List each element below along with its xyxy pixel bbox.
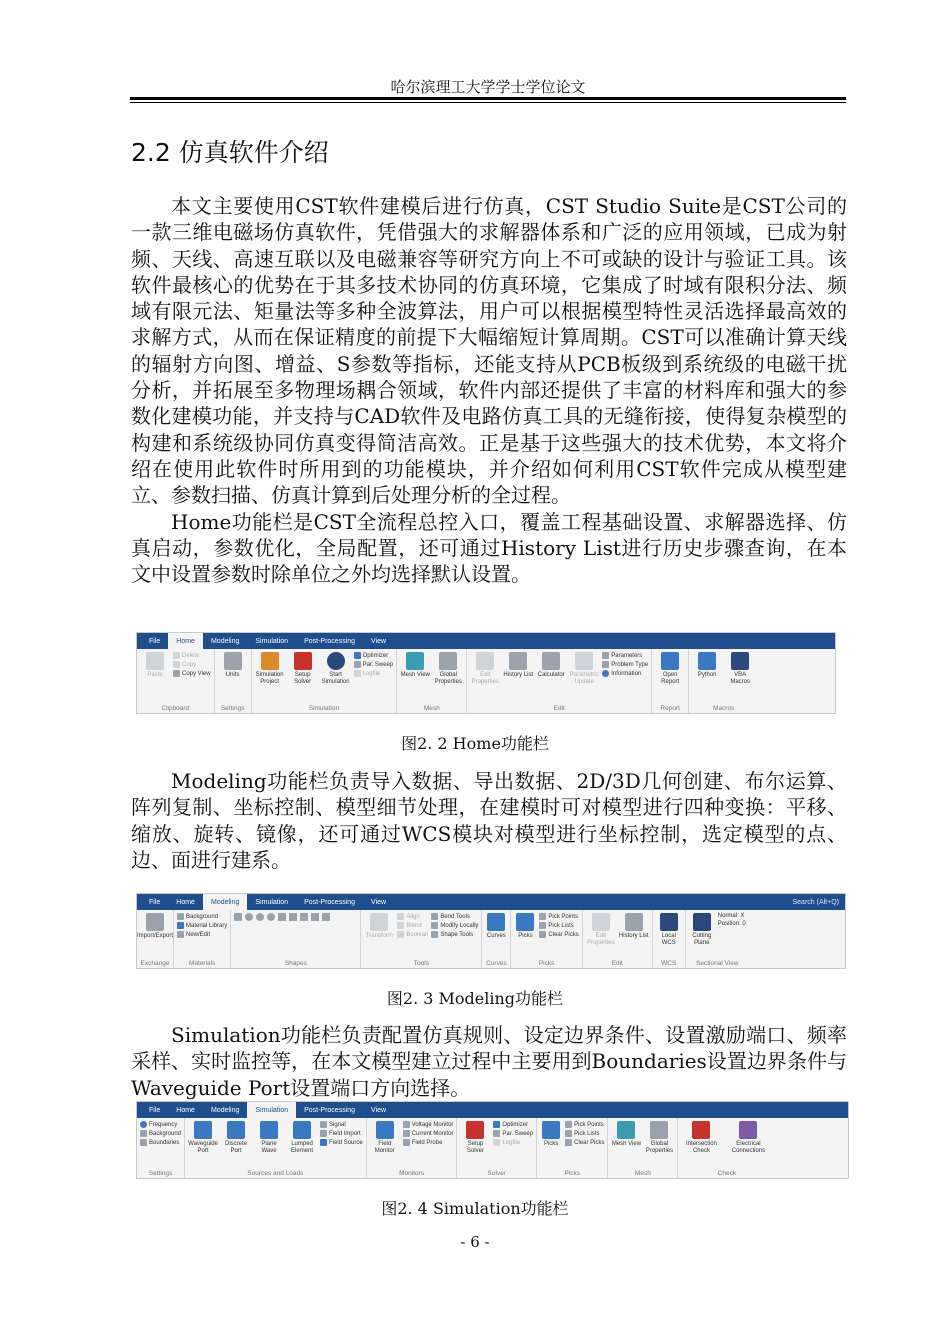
python-button[interactable]: Python: [692, 652, 722, 679]
wcs-icon: [660, 913, 678, 931]
optimizer-button[interactable]: Optimizer: [354, 652, 394, 659]
cone-icon[interactable]: [256, 913, 264, 921]
material-library-button[interactable]: Material Library: [177, 922, 227, 929]
align-icon: [397, 913, 404, 920]
global-properties-button[interactable]: Global Properties: [433, 652, 463, 686]
problem-type-button[interactable]: Problem Type: [602, 661, 648, 668]
gear-icon: [650, 1121, 668, 1139]
background-button[interactable]: Background: [177, 913, 227, 920]
position-field[interactable]: Position: 0: [717, 921, 746, 927]
pick-lists-button[interactable]: Pick Lists: [565, 1130, 604, 1137]
group-wcs: Local WCS WCS: [653, 910, 686, 968]
tab-simulation[interactable]: Simulation: [247, 1102, 296, 1118]
vba-macros-button[interactable]: VBA Macros: [725, 652, 755, 686]
page-number: - 6 -: [460, 1233, 490, 1251]
group-sectional-view: Cutting Plane Normal: X Position: 0 Sectional View: [686, 910, 749, 968]
global-properties-button[interactable]: Global Properties: [644, 1121, 674, 1155]
running-header: 哈尔滨理工大学学士学位论文: [390, 78, 586, 96]
group-simulation: Simulation Project Setup Solver Start Simulation Optimizer Par. Sweep Logfile Simulation: [252, 649, 398, 713]
tab-home[interactable]: Home: [176, 898, 195, 906]
current-monitor-button[interactable]: Current Monitor: [403, 1130, 454, 1137]
tab-modeling[interactable]: Modeling: [210, 637, 240, 645]
history-list-button[interactable]: History List: [619, 913, 649, 940]
picks-button[interactable]: Picks: [540, 1121, 562, 1148]
discrete-port-icon: [227, 1121, 245, 1139]
group-macros: Python VBA Macros Macros: [689, 649, 758, 713]
group-mesh: Mesh View Global Properties Mesh: [397, 649, 467, 713]
start-simulation-button[interactable]: Start Simulation: [321, 652, 351, 686]
group-check: Intersection Check Electrical Connections Check: [678, 1118, 775, 1178]
copy-view-icon: [173, 670, 180, 677]
intersection-icon: [692, 1121, 710, 1139]
probe-icon: [403, 1139, 410, 1146]
shape-tools-button[interactable]: Shape Tools: [431, 931, 478, 938]
clear-icon: [539, 931, 546, 938]
home-ribbon-figure: [136, 632, 836, 714]
calculator-icon: [542, 652, 560, 670]
tab-view[interactable]: View: [371, 898, 387, 906]
history-icon: [509, 652, 527, 670]
tab-home[interactable]: Home: [168, 633, 203, 649]
group-shapes: Shapes: [231, 910, 361, 968]
picks-icon: [516, 913, 534, 931]
search-box[interactable]: Search (Alt+Q): [792, 898, 839, 906]
clear-picks-button[interactable]: Clear Picks: [565, 1139, 604, 1146]
voltage-monitor-button[interactable]: Voltage Monitor: [403, 1121, 454, 1128]
new-edit-icon: [177, 931, 184, 938]
tab-post-processing[interactable]: Post-Processing: [304, 1106, 356, 1114]
torus-icon[interactable]: [267, 913, 275, 921]
curves-icon: [487, 913, 505, 931]
blend-button[interactable]: Blend: [397, 922, 428, 929]
picks-icon: [542, 1121, 560, 1139]
optimizer-icon: [493, 1121, 500, 1128]
edit-icon: [476, 652, 494, 670]
ribbon-tabbar: [137, 633, 835, 649]
play-icon: [327, 652, 345, 670]
project-icon: [261, 652, 279, 670]
simulation-ribbon-figure: [136, 1101, 849, 1179]
report-icon: [661, 652, 679, 670]
library-icon: [177, 922, 184, 929]
tab-modeling[interactable]: Modeling: [210, 1106, 240, 1114]
background-icon: [177, 913, 184, 920]
logfile-button[interactable]: Logfile: [354, 670, 394, 677]
paragraph-modeling: Modeling功能栏负责导入数据、导出数据、2D/3D几何创建、布尔运算、阵列复制、坐标控制、模型细节处理，在建模时可对模型进行四种变换：平移、缩放、旋转、镜像，还可通过WCS模块对模型进行坐标控制，选定模型的点、边、面进行建系。: [131, 769, 847, 872]
cylinder-icon[interactable]: [278, 913, 286, 921]
current-icon: [403, 1130, 410, 1137]
copy-view-button[interactable]: Copy View: [173, 670, 211, 677]
local-wcs-button[interactable]: Local WCS: [656, 913, 682, 947]
header-rule-thick: [130, 97, 846, 100]
solver-icon: [294, 652, 312, 670]
electrical-icon: [739, 1121, 757, 1139]
group-solver: Setup Solver Optimizer Par. Sweep Logfile Solver: [457, 1118, 537, 1178]
logfile-icon: [493, 1139, 500, 1146]
bend-icon: [431, 913, 438, 920]
simulation-project-button[interactable]: Simulation Project: [255, 652, 285, 686]
field-import-icon: [320, 1130, 327, 1137]
mesh-view-button[interactable]: Mesh View: [400, 652, 430, 679]
paragraph-cst-intro: 本文主要使用CST软件建模后进行仿真，CST Studio Suite是CST公司的一款三维电磁场仿真软件，凭借强大的求解器体系和广泛的应用领域，已成为射频、天线、高速互联以及电磁兼容等研究方向上不可或缺的设计与验证工具。该软件最核心的优势在于其多技术协同的仿真环境，它集成了时域有限积分法、频域有限元法、矩量法等多种全波算法，用户可以根据模型特性灵活选择最高效的求解方式，从而在保证精度的前提下大幅缩短计算周期。CST可以准确计算天线的辐射方向图、增益、S参数等指标，还能支持从PCB板级到系统级的电磁干扰分析，并拓展至多物理场耦合领域，软件内部还提供了丰富的材料库和强大的参数化建模功能，并支持与CAD软件及电路仿真工具的无缝衔接，使得复杂模型的构建和系统级协同仿真变得简洁高效。正是基于这些强大的技术优势，本文将介绍在使用此软件时所用到的功能模块，并介绍如何利用CST软件完成从模型建立、参数扫描、仿真计算到后处理分析的全过程。 Home功能栏是CST全流程总控入口，覆盖工程基础设置、求解器选择、仿真启动，参数优化，全局配置，还可通过History List进行历史步骤查询，在本文中设置参数时除单位之外均选择默认设置。: [131, 194, 847, 587]
brick-icon[interactable]: [234, 913, 242, 921]
paste-button[interactable]: Paste: [140, 652, 170, 679]
group-exchange: Import/Export Exchange: [137, 910, 174, 968]
frequency-icon: [140, 1121, 147, 1128]
parametric-update-button[interactable]: Parametric Update: [569, 652, 599, 686]
pick-points-button[interactable]: Pick Points: [565, 1121, 604, 1128]
history-icon: [625, 913, 643, 931]
gear-icon: [439, 652, 457, 670]
group-settings: Frequency Background Boundaries Settings: [137, 1118, 185, 1178]
extrude-icon[interactable]: [289, 913, 297, 921]
sweep-icon: [354, 661, 361, 668]
figure-caption-2-2: 图2. 2 Home功能栏: [401, 734, 549, 753]
par-sweep-button[interactable]: Par. Sweep: [354, 661, 394, 668]
group-clipboard: Paste Delete Copy Copy View Clipboard: [137, 649, 215, 713]
paste-icon: [146, 652, 164, 670]
waveguide-icon: [194, 1121, 212, 1139]
group-sources-and-loads: Waveguide Port Discrete Port Plane Wave Lumped Element Signal Field Import Field Source Sources and Loads: [185, 1118, 367, 1178]
sweep-icon: [493, 1130, 500, 1137]
edit-properties-button[interactable]: Edit Properties: [586, 913, 616, 947]
figure-caption-2-3: 图2. 3 Modeling功能栏: [386, 989, 564, 1008]
curves-button[interactable]: Curves: [485, 913, 507, 940]
mesh-view-button[interactable]: Mesh View: [611, 1121, 641, 1148]
solver-icon: [466, 1121, 484, 1139]
paragraph-simulation: Simulation功能栏负责配置仿真规则、设定边界条件、设置激励端口、频率采样、实时监控等，在本文模型建立过程中主要用到Boundaries设置边界条件与Waveguide Port设置端口方向选择。: [131, 1023, 847, 1100]
tab-simulation[interactable]: Simulation: [255, 637, 289, 645]
lumped-element-icon: [293, 1121, 311, 1139]
tab-simulation[interactable]: Simulation: [255, 898, 289, 906]
group-mesh: Mesh View Global Properties Mesh: [608, 1118, 678, 1178]
field-import-button[interactable]: Field Import: [320, 1130, 363, 1137]
tab-file[interactable]: File: [149, 637, 161, 645]
shape-tools-icon: [431, 931, 438, 938]
copy-icon: [173, 661, 180, 668]
field-probe-button[interactable]: Field Probe: [403, 1139, 454, 1146]
delete-icon: [173, 652, 180, 659]
signal-icon: [320, 1121, 327, 1128]
picks-button[interactable]: Picks: [514, 913, 536, 940]
tab-view[interactable]: View: [371, 1106, 387, 1114]
bend-tools-button[interactable]: Bend Tools: [431, 913, 478, 920]
tab-view[interactable]: View: [371, 637, 387, 645]
logfile-icon: [354, 670, 361, 677]
delete-button[interactable]: Delete: [173, 652, 211, 659]
figure-caption-2-4: 图2. 4 Simulation功能栏: [381, 1199, 569, 1218]
header-rule-thin: [130, 102, 846, 103]
plane-wave-button[interactable]: Plane Wave: [254, 1121, 284, 1155]
ribbon-tabbar: [137, 894, 845, 910]
background-button[interactable]: Background: [140, 1130, 181, 1137]
units-button[interactable]: Units: [218, 652, 248, 679]
units-icon: [224, 652, 242, 670]
boolean-button[interactable]: Boolean: [397, 931, 428, 938]
voltage-icon: [403, 1121, 410, 1128]
frequency-button[interactable]: Frequency: [140, 1121, 181, 1128]
tab-file[interactable]: File: [149, 898, 161, 906]
open-report-button[interactable]: Open Report: [655, 652, 685, 686]
field-source-button[interactable]: Field Source: [320, 1139, 363, 1146]
problem-type-icon: [602, 661, 609, 668]
parameters-icon: [602, 652, 609, 659]
modify-icon: [431, 922, 438, 929]
optimizer-button[interactable]: Optimizer: [493, 1121, 533, 1128]
group-picks: Picks Pick Points Pick Lists Clear Picks Picks: [511, 910, 582, 968]
logfile-button[interactable]: Logfile: [493, 1139, 533, 1146]
clear-picks-button[interactable]: Clear Picks: [539, 931, 578, 938]
align-button[interactable]: Align: [397, 913, 428, 920]
section-title: 2.2 仿真软件介绍: [131, 138, 329, 167]
waveguide-port-button[interactable]: Waveguide Port: [188, 1121, 218, 1155]
boundaries-button[interactable]: Boundaries: [140, 1139, 181, 1146]
lumped-element-button[interactable]: Lumped Element: [287, 1121, 317, 1155]
tab-home[interactable]: Home: [176, 1106, 195, 1114]
field-monitor-icon: [376, 1121, 394, 1139]
boundaries-icon: [140, 1139, 147, 1146]
group-edit: Edit Properties History List Edit: [583, 910, 653, 968]
field-source-icon: [320, 1139, 327, 1146]
mesh-icon: [617, 1121, 635, 1139]
setup-solver-button[interactable]: Setup Solver: [460, 1121, 490, 1155]
plane-wave-icon: [260, 1121, 278, 1139]
python-icon: [698, 652, 716, 670]
parameters-button[interactable]: Parameters: [602, 652, 648, 659]
intersection-check-button[interactable]: Intersection Check: [681, 1121, 721, 1155]
group-tools: Transform Align Blend Boolean Bend Tools Modify Locally Shape Tools Tools: [361, 910, 482, 968]
group-picks: Picks Pick Points Pick Lists Clear Picks Picks: [537, 1118, 608, 1178]
par-sweep-button[interactable]: Par. Sweep: [493, 1130, 533, 1137]
electrical-connections-button[interactable]: Electrical Connections: [724, 1121, 772, 1155]
loft-icon[interactable]: [311, 913, 319, 921]
modify-locally-button[interactable]: Modify Locally: [431, 922, 478, 929]
curve-shape-icon[interactable]: [322, 913, 330, 921]
tab-post-processing[interactable]: Post-Processing: [304, 637, 356, 645]
pick-lists-icon: [539, 922, 546, 929]
info-icon: [602, 670, 609, 677]
group-settings: Units Settings: [215, 649, 252, 713]
mesh-icon: [406, 652, 424, 670]
group-materials: Background Material Library New/Edit Materials: [174, 910, 231, 968]
pick-lists-button[interactable]: Pick Lists: [539, 922, 578, 929]
transform-button[interactable]: Transform: [364, 913, 394, 940]
clear-icon: [565, 1139, 572, 1146]
signal-button[interactable]: Signal: [320, 1121, 363, 1128]
group-monitors: Field Monitor Voltage Monitor Current Monitor Field Probe Monitors: [367, 1118, 458, 1178]
calculator-button[interactable]: Calculator: [536, 652, 566, 679]
transform-icon: [370, 913, 388, 931]
pick-points-icon: [565, 1121, 572, 1128]
discrete-port-button[interactable]: Discrete Port: [221, 1121, 251, 1155]
edit-properties-button[interactable]: Edit Properties: [470, 652, 500, 686]
import-icon: [146, 913, 164, 931]
background-icon: [140, 1130, 147, 1137]
cutting-plane-button[interactable]: Cutting Plane: [689, 913, 715, 947]
import-export-button[interactable]: Import/Export: [140, 913, 170, 940]
sphere-icon[interactable]: [245, 913, 253, 921]
history-list-button[interactable]: History List: [503, 652, 533, 679]
optimizer-icon: [354, 652, 361, 659]
ribbon-tabbar: [137, 1102, 848, 1118]
cutting-plane-icon: [693, 913, 711, 931]
group-edit: Edit Properties History List Calculator Parametric Update Parameters Problem Type Information Edit: [467, 649, 652, 713]
vba-icon: [731, 652, 749, 670]
pick-points-icon: [539, 913, 546, 920]
field-monitor-button[interactable]: Field Monitor: [370, 1121, 400, 1155]
rotate-icon[interactable]: [300, 913, 308, 921]
group-report: Open Report Report: [652, 649, 689, 713]
copy-button[interactable]: Copy: [173, 661, 211, 668]
edit-icon: [592, 913, 610, 931]
pick-lists-icon: [565, 1130, 572, 1137]
normal-select[interactable]: Normal: X: [717, 913, 745, 919]
new-edit-button[interactable]: New/Edit: [177, 931, 227, 938]
setup-solver-button[interactable]: Setup Solver: [288, 652, 318, 686]
boolean-icon: [397, 931, 404, 938]
pick-points-button[interactable]: Pick Points: [539, 913, 578, 920]
group-curves: Curves Curves: [482, 910, 511, 968]
tab-modeling[interactable]: Modeling: [203, 894, 247, 910]
modeling-ribbon-figure: [136, 893, 846, 969]
update-icon: [575, 652, 593, 670]
information-button[interactable]: Information: [602, 670, 648, 677]
blend-icon: [397, 922, 404, 929]
tab-post-processing[interactable]: Post-Processing: [304, 898, 356, 906]
tab-file[interactable]: File: [149, 1106, 161, 1114]
